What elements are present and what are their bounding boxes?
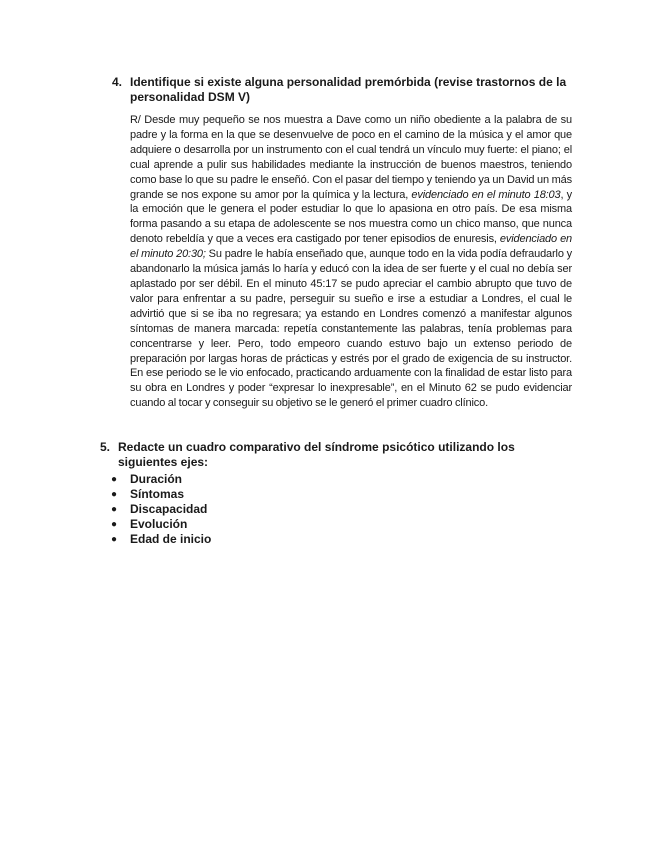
answer-4-evidence-1: evidenciado en el minuto 18:03 <box>411 188 561 201</box>
bullet-icon: ● <box>111 474 118 485</box>
question-4-block <box>112 75 572 411</box>
list-item <box>100 502 540 517</box>
question-4-text: Identifique si existe alguna personalidad premórbida (revise trastornos de la personalidad DSM V) <box>130 75 567 104</box>
answer-4-evidence-2: evidenciado en el minuto 20:30; <box>130 233 573 261</box>
question-5-block <box>100 440 540 547</box>
list-item <box>100 472 540 487</box>
bullet-icon: ● <box>111 519 118 530</box>
list-item <box>100 532 540 547</box>
answer-4-text-part-1: R/ Desde muy pequeño se nos muestra a Dave como un niño obediente a la palabra de su padre y la forma en la que se desenvuelve de poco en el camino de la música y el amor que adquiere o desarrolla por un instrumento con el cual tendrá un vínculo muy fuerte: el piano; el cual aprende a pulir sus habilidades mediante la instrucción de buenos maestros, teniendo como base lo que su padre le enseñó. Con el pasar del tiempo y teniendo ya un David un más grande se nos expone su amor por la química y la lectura, <box>130 114 572 201</box>
answer-4-text-part-3: Su padre le había enseñado que, aunque todo en la vida podía defraudarlo y abandonarlo la música jamás lo haría y educó con la idea de ser fuerte y el cual no debía ser aplastado por ser débil. En el minuto 45:17 se pudo apreciar el cambio abrupto que tuvo de valor para enfrentar a su padre, perseguir su sueño e irse a estudiar a Londres, el cual le advirtió que si se iba no regresara; ya estando en Londres comenzó a manifestar algunos síntomas de manera marcada: repetía constantemente las palabras, tenía problemas para concentrarse y leer. Pero, todo empeoro cuando estuvo bajo un extenso periodo de preparación por largas horas de prácticas y estrés por el grado de exigencia de su instructor. En ese periodo se le vio enfocado, practicando arduamente con la finalidad de estar listo para su obra en Londres y poder “expresar lo inexpresable”, en el Minuto 62 se pudo evidenciar cuando al tocar y conseguir su objetivo se le generó el primer cuadro clínico. <box>130 248 573 410</box>
list-item <box>100 487 540 502</box>
list-item <box>100 517 540 532</box>
bullet-icon: ● <box>111 534 118 545</box>
answer-4-text-part-2: , y la emoción que le genera el poder estudiar lo que lo apasiona en otro país. De esa misma forma pasando a su etapa de adolescente se nos muestra como un chico manso, que nunca denoto rebeldía y que a veces era castigado por tener episodios de enuresis, <box>130 188 572 246</box>
question-5-number: 5. <box>100 440 111 454</box>
list-item-label: Discapacidad <box>130 502 208 516</box>
answer-4-paragraph <box>130 113 572 411</box>
list-item-label: Síntomas <box>130 487 185 501</box>
list-item-label: Edad de inicio <box>130 532 212 546</box>
question-4-heading <box>112 75 572 105</box>
bullet-icon: ● <box>111 489 118 500</box>
list-item-label: Evolución <box>130 517 188 531</box>
question-5-text: Redacte un cuadro comparativo del síndrome psicótico utilizando los siguientes ejes: <box>118 440 515 469</box>
bullet-icon: ● <box>111 504 118 515</box>
question-4-number: 4. <box>112 75 123 89</box>
question-5-heading <box>100 440 540 470</box>
list-item-label: Duración <box>130 472 183 486</box>
axes-list <box>100 472 540 547</box>
